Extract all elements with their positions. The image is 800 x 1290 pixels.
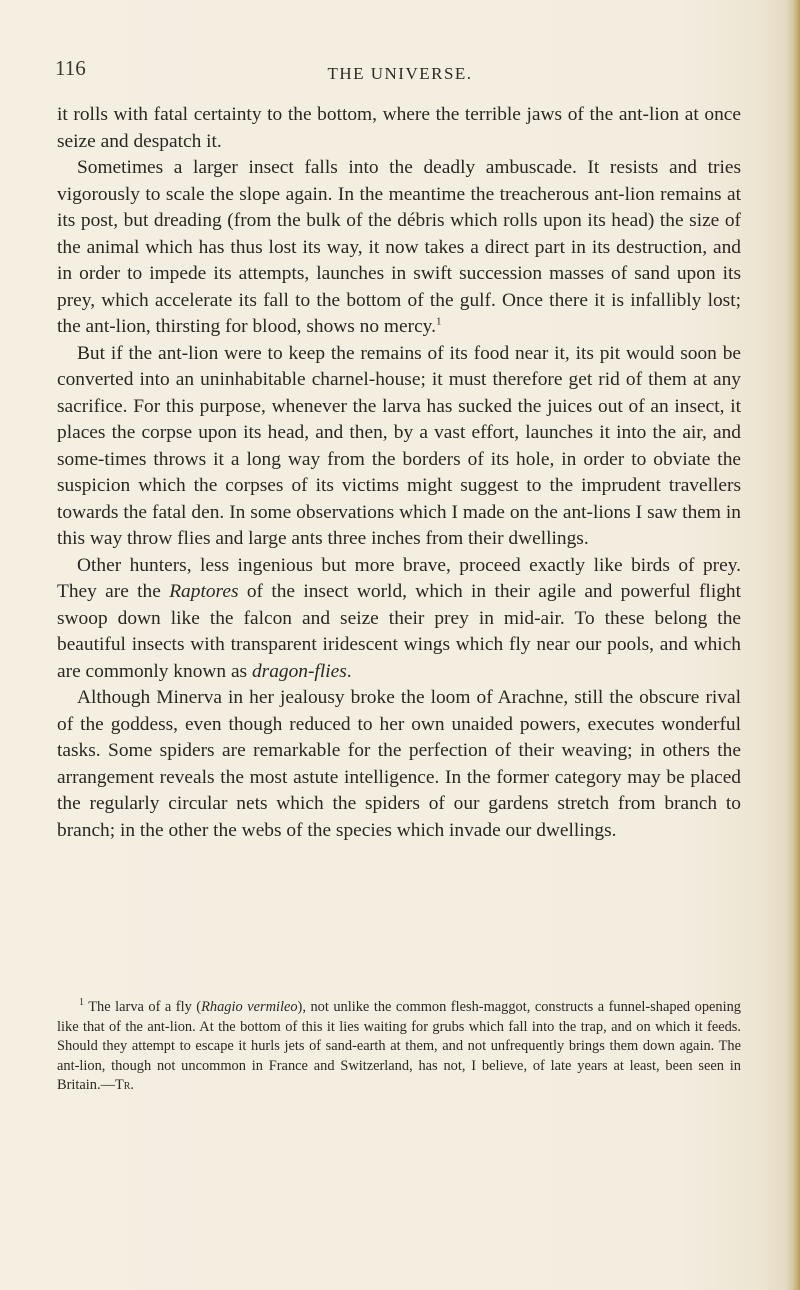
- paragraph-4-text-c: .: [346, 660, 352, 682]
- raptores-term: Raptores: [169, 581, 239, 602]
- paragraph-2-text: Sometimes a larger insect falls into the deadly ambuscade. It resists and tries vigorously to scale the slope again. In the meantime the treacherous ant-lion remains at its post, but dreading (from the bulk of the débris which rolls upon its head) the size of the animal which has thus lost its way, it now takes a direct part in its destruction, and in order to impede its attempts, launches in swift succession masses of sand upon its prey, which accelerate its fall to the bottom of the gulf. Once there it is infallibly lost; the ant-lion, thirsting for blood, shows no mercy.: [57, 157, 741, 337]
- footnote-text-a: The larva of a fly (: [84, 999, 202, 1015]
- paragraph-4: [57, 553, 741, 686]
- footnote-reference[interactable]: 1: [435, 315, 442, 328]
- page-edge-shading: [786, 0, 800, 1290]
- paragraph-3-text: But if the ant-lion were to keep the remains of its food near it, its pit would soon be converted into an uninhabitable charnel-house; it must therefore get rid of them at any sacrifice. For this purpose, whenever the larva has sucked the juices out of an insect, it places the corpse upon its head, and then, by a vast effort, launches it into the air, and some-times throws it a long way from the borders of its hole, in order to obviate the suspicion which the corpses of its victims might suggest to the imprudent travellers towards the fatal den. In some observations which I made on the ant-lions I saw them in this way throw flies and large ants three inches from their dwellings.: [57, 342, 741, 549]
- translator-signature: Tr.: [114, 1077, 135, 1094]
- paragraph-5: [57, 685, 741, 844]
- dragon-flies-term: dragon-flies: [251, 660, 347, 682]
- paragraph-3: [57, 341, 741, 553]
- footnotes: [57, 998, 741, 1096]
- running-title: THE UNIVERSE.: [327, 64, 473, 83]
- paragraph-4-text-a: Other hunters, less ingenious but more brave, proceed exactly like birds of prey. They are the: [57, 554, 741, 602]
- paragraph-2: [57, 155, 741, 341]
- species-name: Rhagio vermileo: [201, 999, 298, 1015]
- footnote-1: [57, 998, 741, 1096]
- paragraph-1-text: it rolls with fatal certainty to the bottom, where the terrible jaws of the ant-lion at once seize and despatch it.: [57, 104, 741, 152]
- footnote-text-b: ), not unlike the common flesh-maggot, constructs a funnel-shaped opening like that of the ant-lion. At the bottom of this it lies waiting for grubs which fall into the trap, and on which it feeds. Should they attempt to escape it hurls jets of sand-earth at them, and not unfrequently brings them down again. The ant-lion, though not uncommon in France and Switzerland, has not, I believe, of late years at least, been seen in Britain.—: [57, 999, 741, 1094]
- paragraph-4-text-b: of the insect world, which in their agile and powerful flight swoop down like the falcon and seize their prey in mid-air. To these belong the beautiful insects with transparent iridescent wings which fly near our pools, and which are commonly known as: [57, 581, 741, 682]
- footnote-mark: 1: [79, 997, 84, 1009]
- paragraph-1: [57, 102, 741, 155]
- page-number: 116: [55, 56, 86, 80]
- paragraph-5-text: Although Minerva in her jealousy broke the loom of Arachne, still the obscure rival of the goddess, even though reduced to her own unaided powers, executes wonderful tasks. Some spiders are remarkable for the perfection of their weaving; in others the arrangement reveals the most astute intelligence. In the former category may be placed the regularly circular nets which the spiders of our gardens stretch from branch to branch; in the other the webs of the species which invade our dwellings.: [57, 687, 741, 841]
- main-text: [57, 102, 741, 844]
